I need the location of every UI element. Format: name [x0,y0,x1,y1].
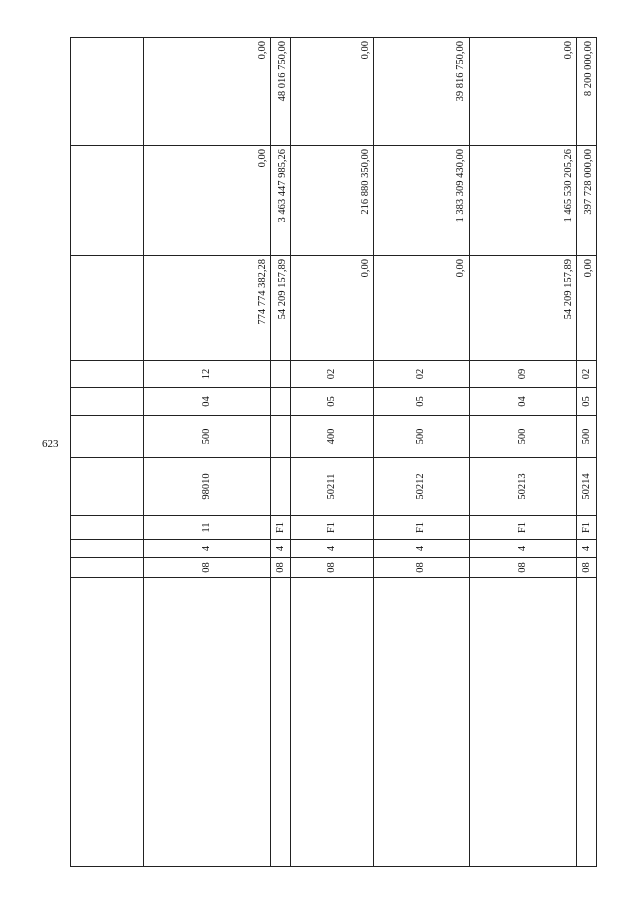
cell-gp: 4 [374,540,469,558]
cell-col3: 0,00 [469,38,577,146]
cell-gp: 4 [271,540,291,558]
cell-razdel: 08 [577,558,597,578]
table-row [71,38,144,867]
cell-col1: 774 774 382,28 [144,256,271,361]
cell-col1: 0,00 [577,256,597,361]
cell-razdel: 08 [290,558,374,578]
cell-col3 [71,38,144,146]
cell-rz [271,388,291,416]
cell-col2 [71,146,144,256]
cell-vr [271,416,291,458]
table-row [469,38,577,867]
cell-col3: 48 016 750,00 [271,38,291,146]
page-number: 623 [42,438,59,450]
cell-gp: 4 [144,540,271,558]
cell-cs: 50213 [469,458,577,516]
cell-gp [71,540,144,558]
table-row [290,38,374,867]
rotated-table-frame [70,38,597,867]
cell-description [71,578,144,867]
cell-description [577,578,597,867]
cell-vr: 500 [374,416,469,458]
cell-col2: 1 383 309 430,00 [374,146,469,256]
cell-pp: F1 [577,516,597,540]
cell-rz: 05 [374,388,469,416]
cell-rz: 04 [469,388,577,416]
table-row [577,38,597,867]
cell-col2: 3 463 447 985,26 [271,146,291,256]
table-body [71,38,597,867]
cell-col1: 54 209 157,89 [271,256,291,361]
cell-rz: 05 [290,388,374,416]
cell-pp [71,516,144,540]
cell-razdel: 08 [374,558,469,578]
cell-cs: 98010 [144,458,271,516]
table-container [70,38,597,867]
cell-vr: 500 [469,416,577,458]
cell-vr [71,416,144,458]
cell-pr: 02 [290,361,374,388]
cell-rz: 05 [577,388,597,416]
cell-col2: 0,00 [144,146,271,256]
cell-col1: 0,00 [374,256,469,361]
cell-pr: 09 [469,361,577,388]
cell-vr: 500 [577,416,597,458]
cell-razdel: 08 [469,558,577,578]
cell-col3: 0,00 [144,38,271,146]
cell-description [144,578,271,867]
cell-pr [71,361,144,388]
table-row [144,38,271,867]
cell-col3: 39 816 750,00 [374,38,469,146]
table-row [271,38,291,867]
cell-gp: 4 [469,540,577,558]
cell-razdel [71,558,144,578]
cell-col1 [71,256,144,361]
cell-pr: 02 [374,361,469,388]
cell-cs: 50212 [374,458,469,516]
cell-col2: 397 728 000,00 [577,146,597,256]
cell-pp: F1 [290,516,374,540]
cell-description [469,578,577,867]
cell-col2: 216 880 350,00 [290,146,374,256]
cell-pp: F1 [469,516,577,540]
cell-rz [71,388,144,416]
cell-col2: 1 465 530 205,26 [469,146,577,256]
cell-pp: 11 [144,516,271,540]
cell-col3: 0,00 [290,38,374,146]
cell-vr: 500 [144,416,271,458]
cell-vr: 400 [290,416,374,458]
budget-table [70,37,597,867]
table-row [374,38,469,867]
cell-description [374,578,469,867]
cell-cs: 50214 [577,458,597,516]
cell-col3: 8 200 000,00 [577,38,597,146]
cell-cs [271,458,291,516]
cell-pr [271,361,291,388]
cell-description [290,578,374,867]
cell-gp: 4 [290,540,374,558]
cell-pp: F1 [271,516,291,540]
cell-razdel: 08 [271,558,291,578]
cell-cs: 50211 [290,458,374,516]
cell-col1: 54 209 157,89 [469,256,577,361]
cell-razdel: 08 [144,558,271,578]
cell-gp: 4 [577,540,597,558]
cell-pr: 12 [144,361,271,388]
cell-rz: 04 [144,388,271,416]
cell-cs [71,458,144,516]
cell-description [271,578,291,867]
cell-col1: 0,00 [290,256,374,361]
cell-pr: 02 [577,361,597,388]
cell-pp: F1 [374,516,469,540]
